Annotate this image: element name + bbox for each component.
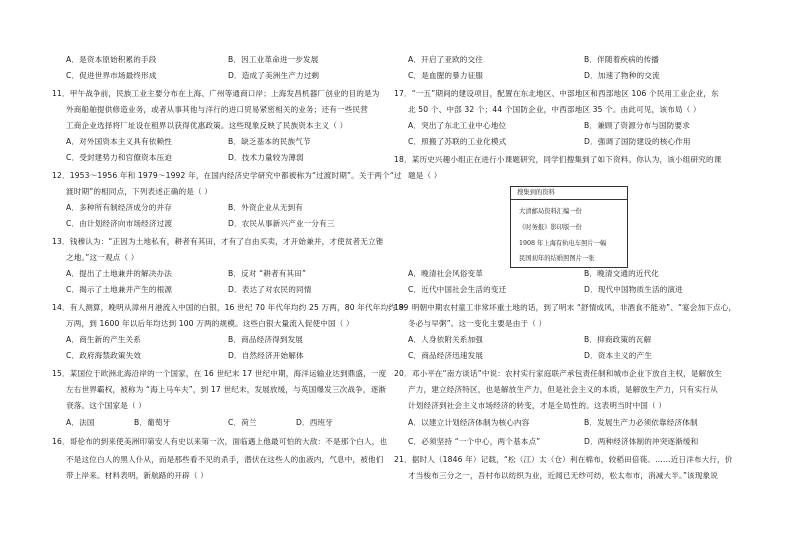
option-b: D．现代中国物质生活的演进 [584,285,683,294]
question-text-line: 不是这位白人的黑人仆从，而是那些看不见的杀手，潜伏在这些人的血液内，气息中，被他们 [66,455,384,464]
option-a: C．照搬了苏联的工业化模式 [408,137,507,146]
option-a: A．开启了亚欧的交往 [408,55,484,64]
question-text-line: 工商企业选择将厂址设在租界以获得优惠政策。这些现象反映了民族资本主义（ ） [66,121,348,130]
question-text-line: 14．有人测算，晚明从漳州月港流入中国的白银，16 世纪 70 年代年均约 25 万两，80 年代年均约 89 [52,303,409,312]
question-text-line: 18．某历史兴趣小组正在进行小课题研究，同学们搜集到了如下资料。你认为，该小组研究的课 [394,155,722,164]
option-a: C．必须坚持 “一个中心，两个基本点” [408,437,541,446]
option-a: A．法国 [66,418,95,427]
question-text-line: 产力，建立经济特区，也是解放生产力，但是社会主义的本质，是解放生产力，只有实行从 [408,385,718,394]
question-text-line: 16．哥伦布的到来使美洲印第安人有史以来第一次，面临遇上他最可怕的大敌：不是那个白人，也 [52,437,388,446]
option-c: C．荷兰 [228,418,257,427]
question-text-line: 渡时期”的相同点，下列表述正确的是（ ） [66,187,213,196]
option-a: C．受封建势力和官僚资本压迫 [66,153,173,162]
question-text-line: 19．明朝中期农村童工非常坏重土地的话，到了明末 “舒情成风，非酒食不能劝”、“宴会加下点心， [394,303,737,312]
option-a: C．由计划经济向市场经济过渡 [66,219,173,228]
option-b: D．技术力量较为薄弱 [228,153,304,162]
option-a: C．近代中国社会生活的变迁 [408,285,507,294]
option-a: C．商品经济迅速发展 [408,351,484,360]
option-b: D．农民从事新兴产业一分有三 [228,219,335,228]
question-text-line: 外商船舶提供修造业务，或者从事其他与洋行的进口贸易紧密相关的业务；还有一些民营 [66,105,369,114]
question-text-line: 15．某国位于欧洲北海沿岸的一个国家，在 16 世纪末 17 世纪中期，海洋运输业达到鼎盛，一度 [52,369,387,378]
question-text-line: 13．钱穆认为：“正因为土地私有，耕者有其田，才有了自由买卖，才开始兼并，才使贫者无立锥 [52,237,384,246]
option-a: A．对外国资本主义具有依赖性 [66,137,173,146]
option-a: A．突出了东北工业中心地位 [408,121,507,130]
option-b: B．反对 “耕者有其田” [228,269,307,278]
option-b: B．兼顾了资源分布与国防要求 [584,121,691,130]
option-a: A．晚清社会风俗变革 [408,269,484,278]
option-b: D．两种经济体制的冲突逐渐缓和 [584,437,699,446]
material-box [510,186,628,268]
option-b: B．商品经济得到发展 [228,335,304,344]
question-text-line: 才当梭布三分之一，吾村布以纺织为业，近闻已无纱可纺，松太布市，消减大半。”该现象说 [408,471,719,480]
option-b: B．伴随着疾病的传播 [584,55,660,64]
material-box-title: 搜集到的资料 [517,189,555,196]
option-b: D．强调了国防建设的核心作用 [584,137,691,146]
option-b: B．葡萄牙 [134,418,171,427]
option-a: C．促进世界市场最终形成 [66,71,157,80]
option-a: A．商生新的产生关系 [66,335,142,344]
question-text-line: 北 50 个、中部 32 个；44 个国防企业，中西部地区 35 个。由此可见，该布局（ ） [408,105,701,114]
option-a: A．人身依附关系加强 [408,335,484,344]
question-text-line: 12．1953～1956 年和 1979～1992 年，在国内经济史学研究中都被称为“过渡时期”。关于两个“过 [52,171,402,180]
material-item: 民国初年的结婚照图片一张 [519,255,595,262]
option-b: D．造成了美洲生产力过剩 [228,71,320,80]
question-text-line: 11．甲午战争前，民族工业主要分布在上海、广州等通商口岸；上海发昌机器厂创业的目的是为 [52,89,380,98]
option-d: D．西班牙 [296,418,333,427]
right-column [394,0,794,549]
option-b: B．抑商政策的瓦解 [584,335,652,344]
option-b: D．加速了物种的交流 [584,71,660,80]
option-b: B．晚清交通的近代化 [584,269,660,278]
option-a: C．政府海禁政策失效 [66,351,142,360]
question-text-line: 带上岸来。材料表明，新航路的开辟（ ） [66,471,208,480]
option-a: A．以建立计划经济体制为核心内容 [408,418,530,427]
option-b: B．外资企业从无到有 [228,203,304,212]
option-b: B．缺乏基本的民族气节 [228,137,311,146]
option-b: D．自然经济开始解体 [228,351,304,360]
question-text-line: 冬必与早粥”。这一变化主要是由于（ ） [408,319,547,328]
material-item: 《时务报》影印版一份 [519,224,582,231]
option-b: D．资本主义的产生 [584,351,652,360]
question-text-line: 题是（ ） [408,171,442,180]
question-text-line: 20．邓小平在“南方谈话”中说：农村实行家庭联产承包责任制和城市企业下放自主权，是解放生 [394,369,722,378]
option-a: A．提出了土地兼并的解决办法 [66,269,173,278]
material-box-header [511,187,627,200]
option-a: C．揭示了土地兼并产生的根源 [66,285,173,294]
material-item: 大清邮局资料汇编一份 [519,208,582,215]
question-text-line: 17．“一五”期间的建设项目，配置在东北地区、中部地区和西部地区 106 个民用工业企业，东 [394,89,719,98]
option-b: B．发展生产力必须依靠经济体制 [584,418,698,427]
question-text-line: 之地。”这一观点（ ） [66,253,139,262]
option-a: A．是资本原始积累的手段 [66,55,157,64]
option-b: B．因工业革命进一步发展 [228,55,319,64]
question-text-line: 衰落。这个国家是（ ） [66,401,147,410]
question-text-line: 计划经济到社会主义市场经济的转变，才是全局性的。这表明当时中国（ ） [408,401,667,410]
option-b: D．表达了对农民的同情 [228,285,312,294]
option-a: C．是血腥的暴力征服 [408,71,484,80]
question-text-line: 万两，到 1600 年以后年均达到 100 万两的规模。这些白银大量流入促使中国（ ） [66,319,354,328]
question-text-line: 21．据时人（1846 年）记载，“松（江）太（仓）利在棉布，较稻田倍蓰。……近日洋布大行，价 [394,455,733,464]
question-text-line: 左右世界霸权，被称为 “海上马车夫”，到 17 世纪末，发展放缓，与英国爆发三次战争，逐渐 [66,385,387,394]
material-item: 1908 年上海有轨电车照片一幅 [519,240,607,247]
option-a: A．多种所有制经济成分的并存 [66,203,173,212]
